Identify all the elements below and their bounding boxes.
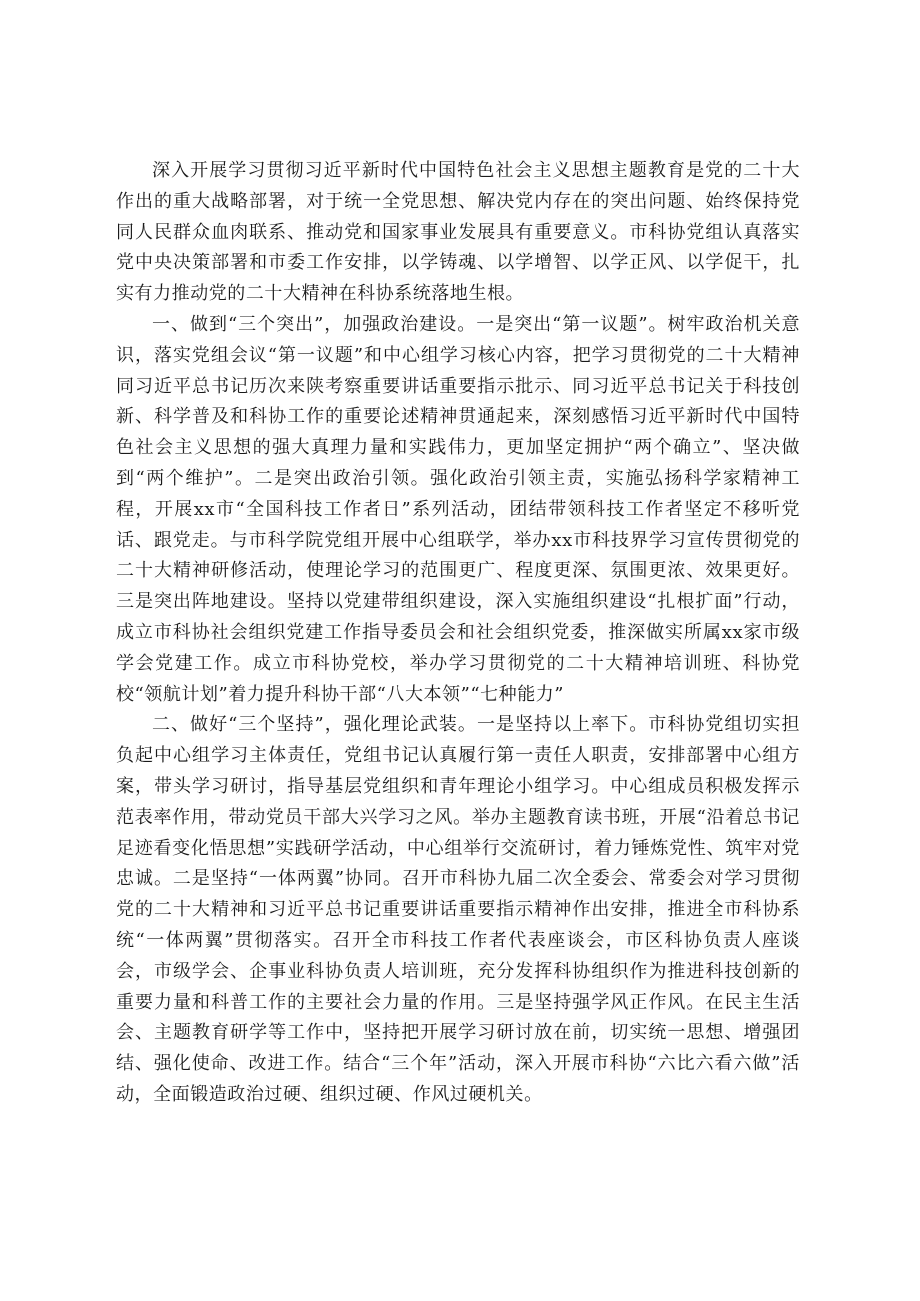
intro-paragraph: 深入开展学习贯彻习近平新时代中国特色社会主义思想主题教育是党的二十大作出的重大战略部署，对于统一全党思想、解决党内存在的突出问题、始终保持党同人民群众血肉联系、推动党和国家事业发展具有重要意义。市科协党组认真落实党中央决策部署和市委工作安排，以学铸魂、以学增智、以学正风、以学促干，扎实有力推动党的二十大精神在科协系统落地生根。 xyxy=(116,160,800,305)
section-two-paragraph: 二、做好“三个坚持”，强化理论武装。一是坚持以上率下。市科协党组切实担负起中心组学习主体责任，党组书记认真履行第一责任人职责，安排部署中心组方案，带头学习研讨，指导基层党组织和青年理论小组学习。中心组成员积极发挥示范表率作用，带动党员干部大兴学习之风。举办主题教育读书班，开展“沿着总书记足迹看变化悟思想”实践研学活动，中心组举行交流研讨，着力锤炼党性、筑牢对党忠诚。二是坚持“一体两翼”协同。召开市科协九届二次全委会、常委会对学习贯彻党的二十大精神和习近平总书记重要讲话重要指示精神作出安排，推进全市科协系统“一体两翼”贯彻落实。召开全市科技工作者代表座谈会，市区科协负责人座谈会，市级学会、企事业科协负责人培训班，充分发挥科协组织作为推进科技创新的重要力量和科普工作的主要社会力量的作用。三是坚持强学风正作风。在民主生活会、主题教育研学等工作中，坚持把开展学习研讨放在前，切实统一思想、增强团结、强化使命、改进工作。结合“三个年”活动，深入开展市科协“六比六看六做”活动，全面锻造政治过硬、组织过硬、作风过硬机关。 xyxy=(116,714,800,1105)
document-body xyxy=(116,156,800,1111)
section-one-paragraph: 一、做到“三个突出”，加强政治建设。一是突出“第一议题”。树牢政治机关意识，落实党组会议“第一议题”和中心组学习核心内容，把学习贯彻党的二十大精神同习近平总书记历次来陕考察重要讲话重要指示批示、同习近平总书记关于科技创新、科学普及和科协工作的重要论述精神贯通起来，深刻感悟习近平新时代中国特色社会主义思想的强大真理力量和实践伟力，更加坚定拥护“两个确立”、坚决做到“两个维护”。二是突出政治引领。强化政治引领主责，实施弘扬科学家精神工程，开展xx市“全国科技工作者日”系列活动，团结带领科技工作者坚定不移听党话、跟党走。与市科学院党组开展中心组联学，举办xx市科技界学习宣传贯彻党的二十大精神研修活动，使理论学习的范围更广、程度更深、氛围更浓、效果更好。三是突出阵地建设。坚持以党建带组织建设，深入实施组织建设“扎根扩面”行动，成立市科协社会组织党建工作指导委员会和社会组织党委，推深做实所属xx家市级学会党建工作。成立市科协党校，举办学习贯彻党的二十大精神培训班、科协党校“领航计划”着力提升科协干部“八大本领”“七种能力” xyxy=(116,313,800,705)
